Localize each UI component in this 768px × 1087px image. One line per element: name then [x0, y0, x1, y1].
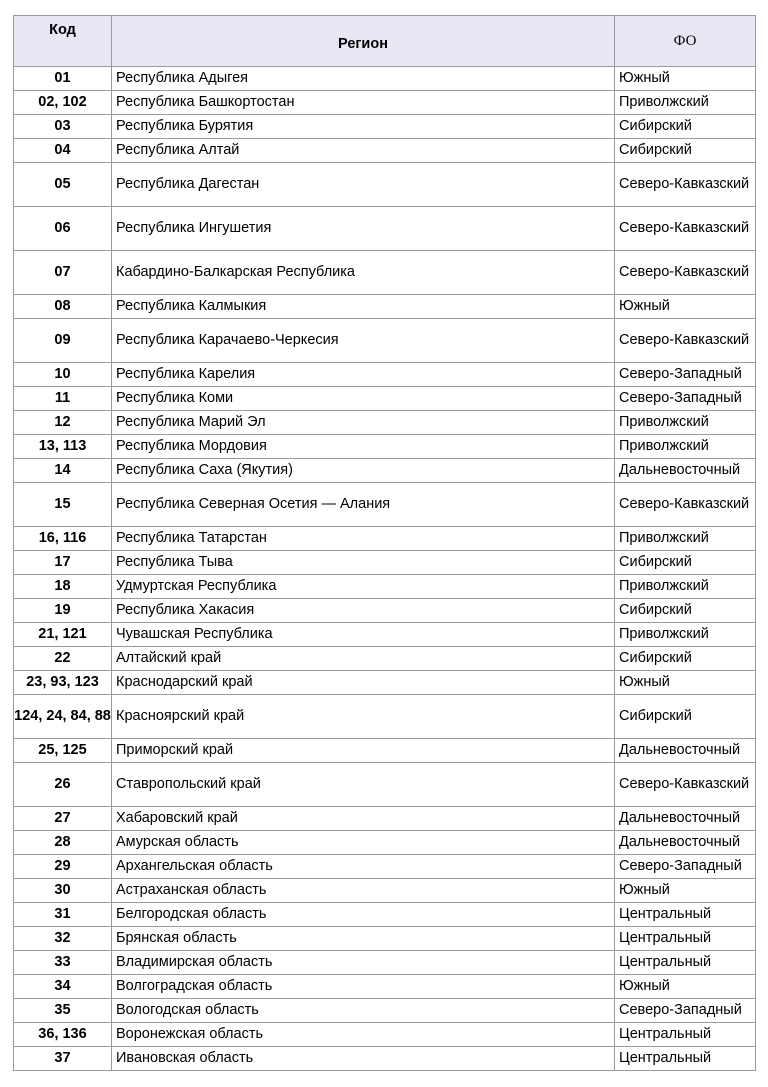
region-name-cell: Республика Саха (Якутия): [112, 459, 615, 483]
region-name-cell: Белгородская область: [112, 903, 615, 927]
federal-district-cell: Центральный: [615, 927, 756, 951]
region-code-cell: 25, 125: [14, 739, 112, 763]
table-row: [14, 739, 756, 763]
federal-district-cell: Приволжский: [615, 527, 756, 551]
region-name-cell: Краснодарский край: [112, 671, 615, 695]
federal-district-cell: Приволжский: [615, 411, 756, 435]
federal-district-cell: Дальневосточный: [615, 807, 756, 831]
federal-district-cell: Северо-Западный: [615, 363, 756, 387]
federal-district-cell: Дальневосточный: [615, 739, 756, 763]
federal-district-cell: Южный: [615, 879, 756, 903]
table-row: [14, 975, 756, 999]
region-name-cell: Республика Тыва: [112, 551, 615, 575]
table-row: [14, 163, 756, 207]
regions-table: [13, 15, 756, 1071]
table-row: [14, 459, 756, 483]
region-name-cell: Республика Ингушетия: [112, 207, 615, 251]
table-row: [14, 671, 756, 695]
federal-district-cell: Северо-Кавказский: [615, 319, 756, 363]
region-code-cell: 19: [14, 599, 112, 623]
region-name-cell: Республика Коми: [112, 387, 615, 411]
region-name-cell: Республика Дагестан: [112, 163, 615, 207]
federal-district-cell: Южный: [615, 975, 756, 999]
federal-district-cell: Центральный: [615, 951, 756, 975]
table-row: [14, 295, 756, 319]
federal-district-cell: Южный: [615, 67, 756, 91]
table-row: [14, 695, 756, 739]
region-name-cell: Алтайский край: [112, 647, 615, 671]
region-code-cell: 32: [14, 927, 112, 951]
table-row: [14, 599, 756, 623]
table-row: [14, 807, 756, 831]
region-code-cell: 13, 113: [14, 435, 112, 459]
table-row: [14, 527, 756, 551]
federal-district-cell: Северо-Кавказский: [615, 763, 756, 807]
table-row: [14, 115, 756, 139]
region-code-cell: 29: [14, 855, 112, 879]
region-code-cell: 23, 93, 123: [14, 671, 112, 695]
federal-district-cell: Северо-Западный: [615, 855, 756, 879]
table-row: [14, 319, 756, 363]
region-code-cell: 30: [14, 879, 112, 903]
region-code-cell: 36, 136: [14, 1023, 112, 1047]
region-code-cell: 14: [14, 459, 112, 483]
region-code-cell: 07: [14, 251, 112, 295]
table-row: [14, 575, 756, 599]
region-code-cell: 33: [14, 951, 112, 975]
federal-district-cell: Приволжский: [615, 91, 756, 115]
region-name-cell: Красноярский край: [112, 695, 615, 739]
region-code-cell: 37: [14, 1047, 112, 1071]
region-code-cell: 09: [14, 319, 112, 363]
federal-district-cell: Сибирский: [615, 551, 756, 575]
federal-district-cell: Северо-Кавказский: [615, 251, 756, 295]
region-code-cell: 03: [14, 115, 112, 139]
region-name-cell: Архангельская область: [112, 855, 615, 879]
table-row: [14, 67, 756, 91]
federal-district-cell: Центральный: [615, 903, 756, 927]
header-region: Регион: [112, 16, 615, 67]
table-row: [14, 483, 756, 527]
table-row: [14, 363, 756, 387]
region-name-cell: Республика Карелия: [112, 363, 615, 387]
header-code: Код: [14, 16, 112, 67]
federal-district-cell: Южный: [615, 295, 756, 319]
region-name-cell: Республика Татарстан: [112, 527, 615, 551]
federal-district-cell: Северо-Западный: [615, 387, 756, 411]
region-name-cell: Республика Бурятия: [112, 115, 615, 139]
table-row: [14, 1047, 756, 1071]
federal-district-cell: Приволжский: [615, 575, 756, 599]
region-name-cell: Республика Башкортостан: [112, 91, 615, 115]
federal-district-cell: Сибирский: [615, 139, 756, 163]
table-row: [14, 1023, 756, 1047]
region-name-cell: Чувашская Республика: [112, 623, 615, 647]
federal-district-cell: Южный: [615, 671, 756, 695]
region-name-cell: Хабаровский край: [112, 807, 615, 831]
table-row: [14, 623, 756, 647]
region-code-cell: 08: [14, 295, 112, 319]
region-code-cell: 05: [14, 163, 112, 207]
region-name-cell: Республика Северная Осетия — Алания: [112, 483, 615, 527]
header-row: [14, 16, 756, 67]
region-code-cell: 27: [14, 807, 112, 831]
federal-district-cell: Сибирский: [615, 695, 756, 739]
region-code-cell: 10: [14, 363, 112, 387]
region-code-cell: 16, 116: [14, 527, 112, 551]
table-row: [14, 647, 756, 671]
table-row: [14, 551, 756, 575]
region-code-cell: 31: [14, 903, 112, 927]
table-row: [14, 411, 756, 435]
table-row: [14, 951, 756, 975]
region-code-cell: 21, 121: [14, 623, 112, 647]
region-code-cell: 02, 102: [14, 91, 112, 115]
region-code-cell: 11: [14, 387, 112, 411]
region-code-cell: 34: [14, 975, 112, 999]
region-name-cell: Республика Марий Эл: [112, 411, 615, 435]
region-name-cell: Вологодская область: [112, 999, 615, 1023]
table-row: [14, 435, 756, 459]
region-name-cell: Республика Карачаево-Черкесия: [112, 319, 615, 363]
table-row: [14, 831, 756, 855]
region-name-cell: Волгоградская область: [112, 975, 615, 999]
region-code-cell: 18: [14, 575, 112, 599]
region-code-cell: 04: [14, 139, 112, 163]
federal-district-cell: Северо-Западный: [615, 999, 756, 1023]
region-code-cell: 35: [14, 999, 112, 1023]
table-row: [14, 855, 756, 879]
federal-district-cell: Сибирский: [615, 599, 756, 623]
table-row: [14, 927, 756, 951]
federal-district-cell: Сибирский: [615, 647, 756, 671]
region-name-cell: Республика Мордовия: [112, 435, 615, 459]
table-row: [14, 387, 756, 411]
region-name-cell: Воронежская область: [112, 1023, 615, 1047]
region-code-cell: 26: [14, 763, 112, 807]
region-code-cell: 22: [14, 647, 112, 671]
region-name-cell: Приморский край: [112, 739, 615, 763]
region-name-cell: Республика Хакасия: [112, 599, 615, 623]
region-name-cell: Кабардино-Балкарская Республика: [112, 251, 615, 295]
federal-district-cell: Приволжский: [615, 623, 756, 647]
table-row: [14, 91, 756, 115]
federal-district-cell: Центральный: [615, 1047, 756, 1071]
region-code-cell: 124, 24, 84, 88: [14, 695, 112, 739]
table-row: [14, 207, 756, 251]
header-fo: ФО: [615, 16, 756, 67]
table-row: [14, 879, 756, 903]
federal-district-cell: Сибирский: [615, 115, 756, 139]
table-body: [14, 67, 756, 1071]
region-code-cell: 17: [14, 551, 112, 575]
region-name-cell: Ставропольский край: [112, 763, 615, 807]
table-row: [14, 903, 756, 927]
region-name-cell: Амурская область: [112, 831, 615, 855]
table-row: [14, 999, 756, 1023]
region-name-cell: Республика Алтай: [112, 139, 615, 163]
table-row: [14, 251, 756, 295]
federal-district-cell: Северо-Кавказский: [615, 207, 756, 251]
federal-district-cell: Северо-Кавказский: [615, 483, 756, 527]
region-name-cell: Республика Адыгея: [112, 67, 615, 91]
region-code-cell: 06: [14, 207, 112, 251]
region-code-cell: 12: [14, 411, 112, 435]
federal-district-cell: Центральный: [615, 1023, 756, 1047]
region-name-cell: Удмуртская Республика: [112, 575, 615, 599]
region-code-cell: 15: [14, 483, 112, 527]
region-name-cell: Республика Калмыкия: [112, 295, 615, 319]
region-code-cell: 28: [14, 831, 112, 855]
table-row: [14, 139, 756, 163]
region-code-cell: 01: [14, 67, 112, 91]
region-name-cell: Астраханская область: [112, 879, 615, 903]
region-name-cell: Ивановская область: [112, 1047, 615, 1071]
federal-district-cell: Северо-Кавказский: [615, 163, 756, 207]
federal-district-cell: Дальневосточный: [615, 459, 756, 483]
region-name-cell: Владимирская область: [112, 951, 615, 975]
federal-district-cell: Дальневосточный: [615, 831, 756, 855]
federal-district-cell: Приволжский: [615, 435, 756, 459]
table-row: [14, 763, 756, 807]
region-name-cell: Брянская область: [112, 927, 615, 951]
